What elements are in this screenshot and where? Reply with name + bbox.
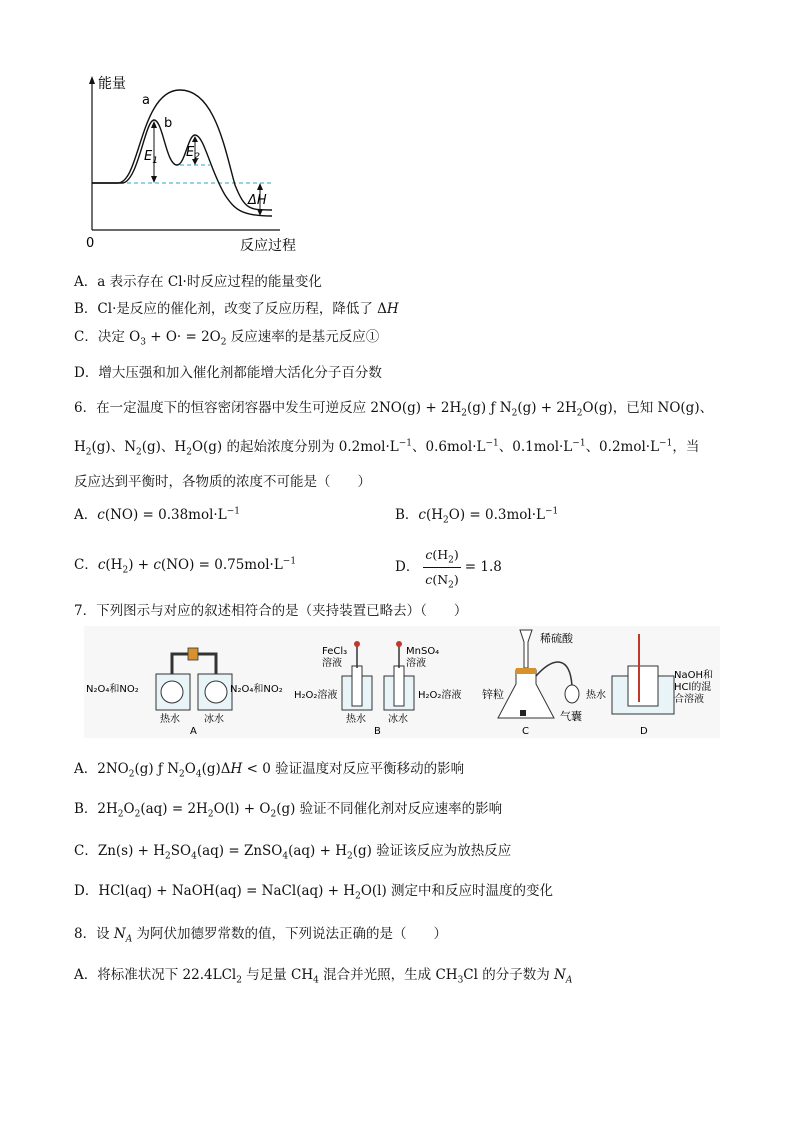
zinc-c — [520, 710, 526, 716]
fig-d-tag: D — [640, 726, 648, 737]
fig-b-mnso4-2: 溶液 — [406, 658, 426, 669]
q6-stem-line3: 反应达到平衡时，各物质的浓度不可能是（ ） — [74, 474, 371, 490]
fig-b-fecl3-2: 溶液 — [322, 658, 342, 669]
tube-right-b — [394, 666, 404, 706]
energy-diagram — [80, 70, 320, 260]
fig-d-naoh3: 合溶液 — [674, 694, 704, 705]
q5-option-c: C．决定 $O_3 + O\cdot = 2O_2$ 反应速率的是基元反应① — [74, 329, 380, 348]
balloon-c — [565, 685, 579, 703]
curve-b — [92, 120, 272, 216]
fig-a-left-label: N₂O₄和NO₂ — [86, 684, 139, 695]
fig-b-hot: 热水 — [346, 714, 366, 725]
fig-b-tag: B — [374, 726, 381, 737]
q6-stem-line1: 6．在一定温度下的恒容密闭容器中发生可逆反应 $2NO(g) + 2H_2(g)$ ƒ $N_2(g) + 2H_2O(g)$，已知 NO(g)、 — [74, 400, 714, 419]
q6-option-a: A．$c(NO) = 0.38mol\cdot L^{-1}$ — [74, 506, 240, 523]
e1-arrow-head-bottom — [151, 176, 157, 183]
q5-option-b: B．Cl·是反应的催化剂，改变了反应历程，降低了 ΔH — [74, 301, 399, 317]
fig-a-right-label: N₂O₄和NO₂ — [230, 684, 283, 695]
fig-a-tag: A — [190, 726, 197, 737]
fig-b-fecl3: FeCl₃ — [322, 646, 348, 657]
y-axis-arrow — [89, 76, 95, 84]
tube-left-b — [352, 666, 362, 706]
x-axis-label: 反应过程 — [240, 238, 296, 254]
e1-label: $E_1$ — [144, 149, 158, 166]
curve-a-label: a — [142, 93, 150, 108]
fig-c-balloon: 气囊 — [560, 710, 582, 723]
flask-left-a — [161, 681, 183, 703]
q6-option-d: D． $\frac{c(H_2)}{c(N_2)}$ = 1.8 — [395, 544, 502, 591]
fig-b-cold: 冰水 — [388, 714, 408, 725]
q6-stem-line2: $H_2(g)$、$N_2(g)$、$H_2O(g)$ 的起始浓度分别为 $0.2mol\cdot L^{-1}$、$0.6mol\cdot L^{-1}$、$0.1mol\cdot L^{-1}$、$0.2mol\cdot L^{-1}$，当 — [74, 438, 700, 458]
curve-b-label: b — [164, 116, 173, 131]
q8-stem: 8．设 $N_A$ 为阿伏加德罗常数的值，下列说法正确的是（ ） — [74, 926, 447, 945]
e2-label: $E_2$ — [186, 145, 200, 162]
q7-option-d: D．HCl(aq) + NaOH(aq) = NaCl(aq) + $H_2O(l)$ 测定中和反应时温度的变化 — [74, 883, 554, 902]
fig-a-hot: 热水 — [160, 714, 180, 725]
q7-option-b: B．$2H_2O_2(aq) = 2H_2O(l) + O_2(g)$ 验证不同催化剂对反应速率的影响 — [74, 801, 503, 820]
fig-a-cold: 冰水 — [204, 714, 224, 725]
q5-option-a: A．a 表示存在 Cl·时反应过程的能量变化 — [74, 274, 322, 290]
fig-d-naoh2: HCl的混 — [674, 682, 712, 693]
fig-c-zinc: 锌粒 — [482, 688, 504, 701]
q7-option-c: C．$Zn(s) + H_2SO_4(aq)$ = ZnSO$_4$(aq) + $H_2(g)$ 验证该反应为放热反应 — [74, 843, 512, 862]
dropper-bulb-left-b — [354, 641, 360, 647]
q8-option-a: A．将标准状况下 22.4LCl$_2$ 与足量 $CH_4$ 混合并光照，生成 $CH_3Cl$ 的分子数为 $N_A$ — [74, 967, 573, 986]
q6-option-c: C．$c(H_2) + c(NO) = 0.75mol\cdot L^{-1}$ — [74, 556, 297, 576]
q7-option-a: A．$2NO_2(g)$ ƒ $N_2O_4(g)\Delta H < 0$ 验证温度对反应平衡移动的影响 — [74, 761, 465, 780]
dropper-bulb-right-b — [396, 641, 402, 647]
curve-a — [92, 90, 272, 210]
fig-d-naoh1: NaOH和 — [674, 670, 713, 681]
dh-arrow-head-top — [257, 183, 263, 190]
fig-d-hot: 热水 — [586, 690, 606, 701]
fig-b-h2o2-left: H₂O₂溶液 — [294, 690, 338, 701]
fig-c-acid: 稀硫酸 — [540, 632, 573, 645]
origin-label: 0 — [86, 236, 95, 251]
flask-right-a — [205, 681, 227, 703]
stopper-c — [516, 668, 536, 674]
q7-stem: 7．下列图示与对应的叙述相符合的是（夹持装置已略去）（ ） — [74, 603, 468, 619]
fig-c-tag: C — [522, 726, 529, 737]
clamp-a — [188, 648, 198, 660]
fig-b-mnso4: MnSO₄ — [406, 646, 440, 657]
fig-b-h2o2-right: H₂O₂溶液 — [418, 690, 462, 701]
q7-figures — [84, 626, 720, 738]
q6-option-b: B．$c(H_2O) = 0.3mol\cdot L^{-1}$ — [395, 506, 559, 526]
q5-option-d: D．增大压强和加入催化剂都能增大活化分子百分数 — [74, 365, 382, 381]
inner-beaker-d — [628, 666, 658, 706]
dh-label: ΔH — [248, 193, 267, 208]
y-axis-label: 能量 — [98, 76, 126, 92]
